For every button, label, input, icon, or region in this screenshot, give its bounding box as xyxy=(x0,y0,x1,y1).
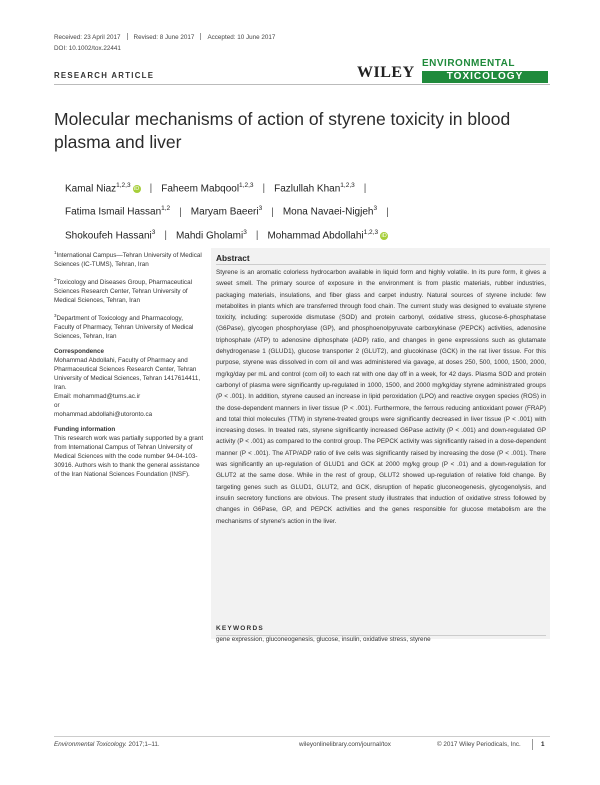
abstract-heading: Abstract xyxy=(216,253,250,263)
author[interactable]: Fazlullah Khan$^{1,2,3}$ xyxy=(274,182,355,195)
divider xyxy=(532,739,533,750)
author[interactable]: Maryam Baeeri$^3$ xyxy=(190,205,263,218)
correspondence-address: Mohammad Abdollahi, Faculty of Pharmacy and Pharmaceutical Sciences Research Center, Tehran University of Medical Sciences, Tehran 1417614411, Iran. xyxy=(54,357,201,392)
correspondence-email[interactable]: Email: mohammad@tums.ac.ir xyxy=(54,393,141,401)
correspondence-or: or xyxy=(54,402,60,410)
orcid-icon[interactable]: iD xyxy=(134,186,140,193)
journal-logo-line2: TOXICOLOGY xyxy=(422,71,548,83)
orcid-icon[interactable]: iD xyxy=(381,232,387,239)
divider xyxy=(200,33,201,40)
author-list: Kamal Niaz$^{1,2,3}$iD | Faheem Mabqool$^{1,2,3}$ | Fazlullah Khan$^{1,2,3}$ | Fatima Ismail Hassan$^{1,2}$ | Maryam Baeeri$^3$ | Mona Navaei-Nigjeh$^3$ | Shokoufeh Hassani$^3$ | Mahdi Gholami$^3$ | Mohammad Abdollahi$^{1,2,3}$iD xyxy=(65,176,545,246)
copyright: © 2017 Wiley Periodicals, Inc. xyxy=(437,741,521,748)
sidebar xyxy=(54,248,204,485)
author[interactable]: Mohammad Abdollahi$^{1,2,3}$iD xyxy=(267,228,387,241)
correspondence-email-alt[interactable]: mohammad.abdollahi@utoronto.ca xyxy=(54,411,153,419)
divider xyxy=(127,33,128,40)
page-number: 1 xyxy=(541,741,545,748)
author[interactable]: Fatima Ismail Hassan$^{1,2}$ xyxy=(65,205,171,218)
funding-heading: Funding information xyxy=(54,426,116,434)
funding-text: This research work was partially supported by a grant from International Campus of Tehran University of Medical Sciences with the code number 94-04-103-30916. Authors wish to thank the general assistance of the Iran National Sciences Foundation (INSF). xyxy=(54,435,204,479)
author[interactable]: Shokoufeh Hassani$^3$ xyxy=(65,228,156,241)
journal-logo-line1: ENVIRONMENTAL xyxy=(422,58,515,69)
correspondence-heading: Correspondence xyxy=(54,348,105,356)
revised-date: Revised: 8 June 2017 xyxy=(133,34,195,41)
accepted-date: Accepted: 10 June 2017 xyxy=(207,34,276,41)
journal-logo xyxy=(422,58,548,83)
author[interactable]: Kamal Niaz$^{1,2,3}$iD xyxy=(65,182,140,195)
author[interactable]: Faheem Mabqool$^{1,2,3}$ xyxy=(161,182,254,195)
journal-citation: Environmental Toxicology. 2017;1–11. xyxy=(54,741,160,748)
received-date: Received: 23 April 2017 xyxy=(54,34,121,41)
keywords-text: gene expression, gluconeogenesis, glucose, insulin, oxidative stress, styrene xyxy=(216,636,431,643)
publisher-logo: WILEY xyxy=(357,64,415,81)
abstract-text: Styrene is an aromatic colorless hydrocarbon available in liquid form and highly volatile. In its pure form, it gives a sweet smell. The primary source of exposure in the environment is from plastic materials, rubber industries, packaging materials, insulations, and fiber glass and carpet industry. Natural sources of styrene include: few metabolites in plants which are transferred through food chain. The current study was designed to evaluate styrene toxicity, including: superoxide dismutase (SOD) and protein carbonyl, oxidative stress, glucose-6-phosphatase (G6Pase), glycogen phosphorylase (GP), and phosphoenolpyruvate carboxykinase (PEPCK) activities, adenosine triphosphate (ATP) to adenosine diphosphate (ADP) ratio, and changes in gene expressions such as glutamate dehydrogenase 1 (GLUD1), glucose transporter 2 (GLUT2), and glucokinase (GCK) in the rat liver tissue. For this purpose, styrene was dissolved in corn oil and was administered via gavage, at doses 250, 500, 1000, 1500, 2000, mg/kg/day per mL and control (corn oil) to each rat with one day off in a week, for 42 days. Plasma SOD and protein carbonyl of plasma were significantly up-regulated in 1000, 1500, and 2000 mg/kg/day styrene administrated groups (P < .001). In addition, styrene caused an increase in lipid peroxidation (LPO) and reactive oxygen species (ROS) in the dose-dependent manners in liver tissue (P < .001). Furthermore, the ferrous reducing antioxidant power (FRAP) and total thiol molecules (TTM) in styrene-treated groups were significantly decreased in liver tissue (P < .001) with increasing doses. In treated rats, styrene significantly increased G6Pase activity (P < .001) and down-regulated GP activity (P < .001) as compared to the control group. The PEPCK activity was significantly raised in a dose-dependent manner (P < .001). The ATP/ADP ratio of live cells was significantly raised by increasing the dose (P < .001). There was significantly an up-regulation of GLUD1 and GCK at 2000 mg/kg group (P < .01) and a down-regulation for GLUT2 at the same dose. While in the rest of group, GLUT2 showed up-regulation of relative fold change. By targeting genes such as GLUD1, GLUT2, and GCK, disruption of hepatic gluconeogenesis, glycogenolysis, and insulin secretory functions are obvious. The present study illustrates that induction of oxidative stress followed by changes in G6Pase, GP, and PEPCK activities and the genes responsible for glucose metabolism are the mechanisms of styrene's action in the liver. xyxy=(216,269,546,525)
journal-url[interactable]: wileyonlinelibrary.com/journal/tox xyxy=(299,741,391,748)
doi[interactable]: DOI: 10.1002/tox.22441 xyxy=(54,45,121,52)
article-type: RESEARCH ARTICLE xyxy=(54,71,155,80)
article-title: Molecular mechanisms of action of styrene toxicity in blood plasma and liver xyxy=(54,109,511,152)
divider xyxy=(216,264,546,265)
article-history xyxy=(54,33,275,41)
affiliation: $^2$Toxicology and Diseases Group, Pharmaceutical Sciences Research Center, Tehran University of Medical Sciences, Tehran, Iran xyxy=(54,277,192,305)
keywords-heading: KEYWORDS xyxy=(216,625,264,632)
header-divider xyxy=(54,84,550,85)
affiliation: $^1$International Campus—Tehran University of Medical Sciences (IC-TUMS), Tehran, Iran xyxy=(54,250,202,269)
affiliation: $^3$Department of Toxicology and Pharmacology, Faculty of Pharmacy, Tehran University of Medical Sciences, Tehran, Iran xyxy=(54,313,194,341)
author[interactable]: Mahdi Gholami$^3$ xyxy=(175,228,247,241)
footer-divider xyxy=(54,736,550,737)
author[interactable]: Mona Navaei-Nigjeh$^3$ xyxy=(282,205,378,218)
